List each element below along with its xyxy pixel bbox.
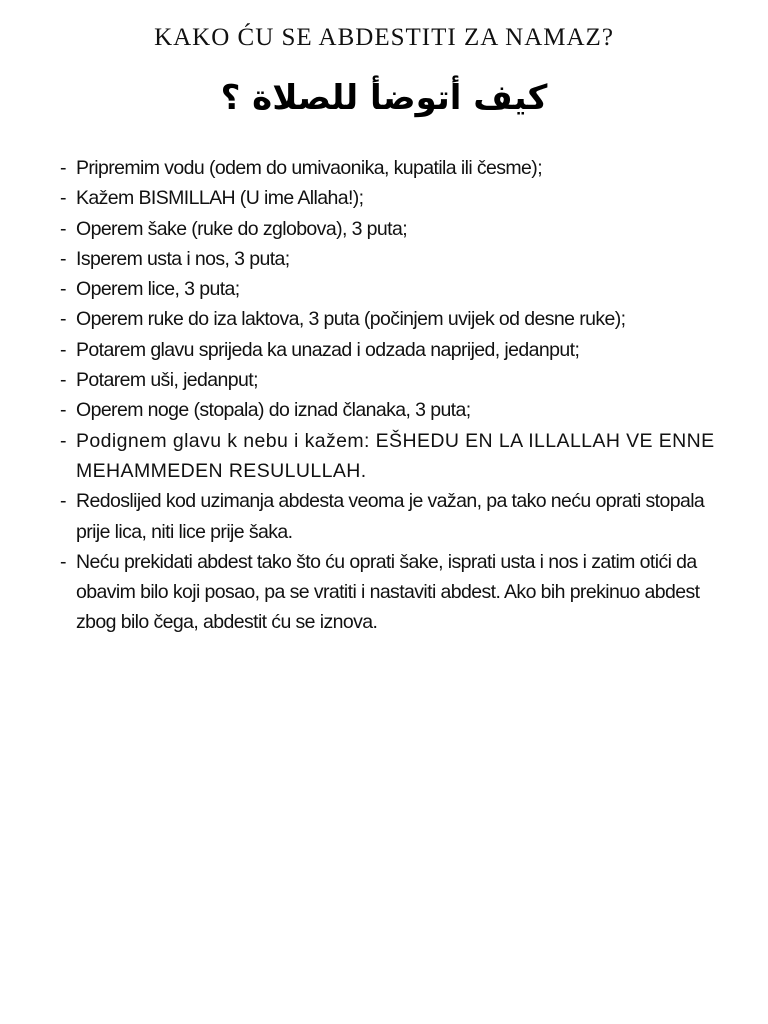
list-item — [60, 304, 720, 334]
list-bullet: - — [60, 550, 66, 573]
list-item-text: Kažem BISMILLAH (U ime Allaha!); — [76, 187, 364, 210]
list-item — [60, 547, 720, 638]
list-item-text: Podignem glavu k nebu i kažem: EŠHEDU EN LA ILLALLAH VE ENNE MEHAMMEDEN RESULULLAH. — [76, 429, 715, 482]
list-bullet: - — [60, 429, 66, 452]
list-item — [60, 153, 720, 183]
list-item-text: Neću prekidati abdest tako što ću oprati šake, isprati usta i nos i zatim otići da obavim bilo koji posao, pa se vratiti i nastaviti abdest. Ako bih prekinuo abdest zbog bilo čega, abdestit ću se iznova. — [76, 550, 700, 634]
list-item — [60, 395, 720, 425]
list-item-text: Redoslijed kod uzimanja abdesta veoma je važan, pa tako neću oprati stopala prije lica, niti lice prije šaka. — [76, 490, 705, 543]
list-item — [60, 183, 720, 213]
list-item — [60, 365, 720, 395]
list-item-text: Isperem usta i nos, 3 puta; — [76, 247, 290, 270]
instruction-list — [60, 153, 720, 638]
list-bullet: - — [60, 369, 66, 392]
list-item-text: Operem lice, 3 puta; — [76, 278, 240, 301]
list-item — [60, 214, 720, 244]
list-item-text: Potarem glavu sprijeda ka unazad i odzada naprijed, jedanput; — [76, 338, 580, 361]
list-bullet: - — [60, 308, 66, 331]
list-bullet: - — [60, 490, 66, 513]
list-item-text: Pripremim vodu (odem do umivaonika, kupatila ili česme); — [76, 157, 543, 179]
list-bullet: - — [60, 187, 66, 210]
list-bullet: - — [60, 157, 66, 179]
list-item — [60, 274, 720, 304]
list-bullet: - — [60, 399, 66, 422]
list-item — [60, 335, 720, 365]
list-item-text: Operem noge (stopala) do iznad članaka, 3 puta; — [76, 399, 471, 422]
list-item-text: Operem ruke do iza laktova, 3 puta (počinjem uvijek od desne ruke); — [76, 308, 626, 331]
page-title: KAKO ĆU SE ABDESTITI ZA NAMAZ? — [154, 24, 614, 51]
list-item-text: Operem šake (ruke do zglobova), 3 puta; — [76, 217, 408, 240]
list-item — [60, 426, 720, 487]
list-bullet: - — [60, 278, 66, 301]
list-item — [60, 486, 720, 547]
list-bullet: - — [60, 338, 66, 361]
list-bullet: - — [60, 217, 66, 240]
list-item — [60, 244, 720, 274]
list-bullet: - — [60, 247, 66, 270]
list-item-text: Potarem uši, jedanput; — [76, 369, 258, 392]
arabic-title: كيف أتوضأ للصلاة ؟ — [220, 78, 548, 118]
